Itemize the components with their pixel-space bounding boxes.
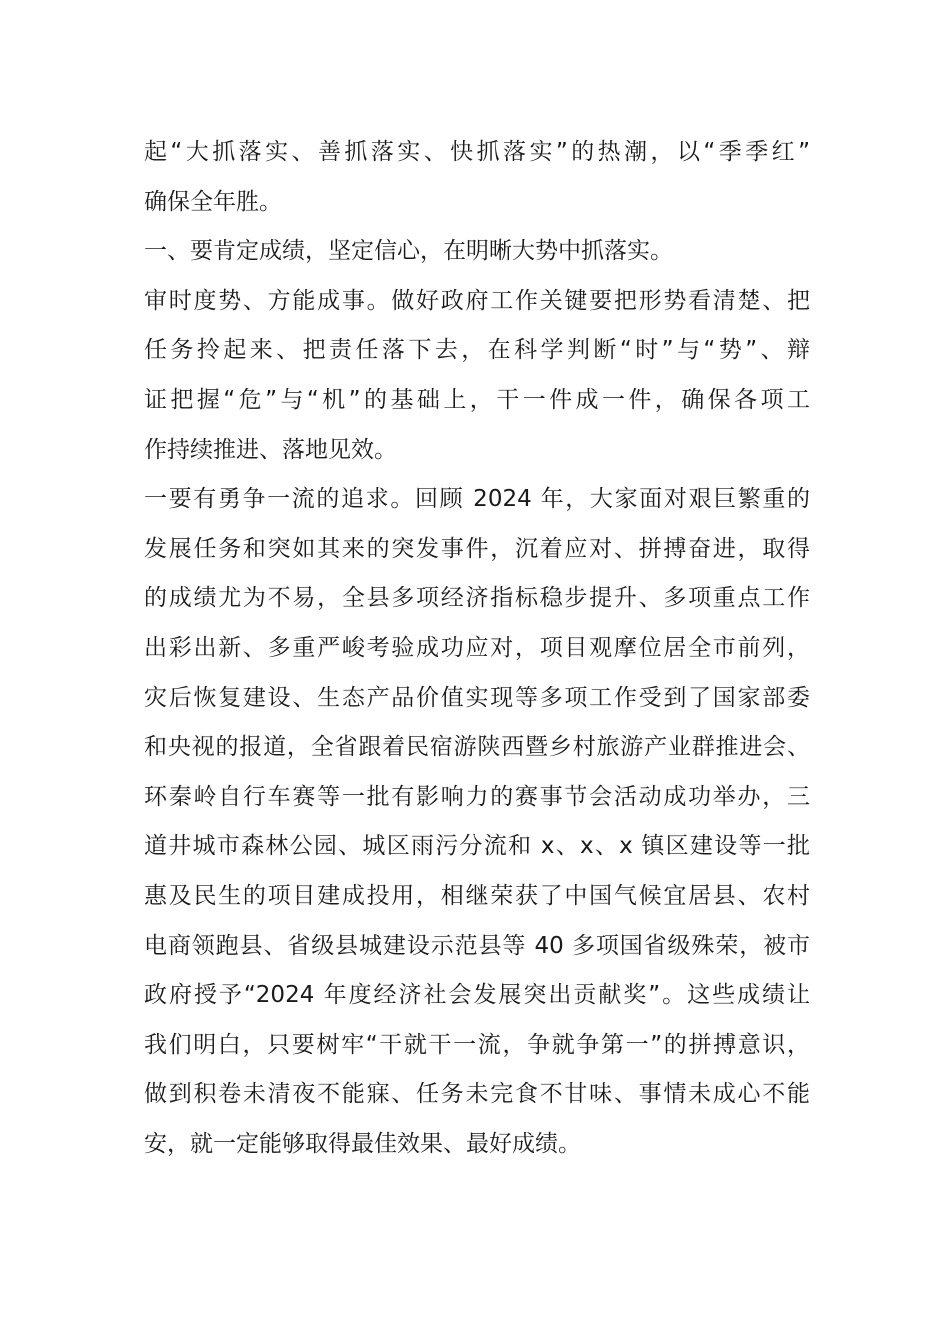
text-line: 确保全年胜。 [144, 188, 282, 215]
text-line: 起“大抓落实、善抓落实、快抓落实”的热潮，以“季季红” [144, 139, 810, 165]
text-line: 道井城市森林公园、城区雨污分流和 x、x、x 镇区建设等一批 [144, 833, 810, 860]
text-line: 出彩出新、多重严峻考验成功应对，项目观摩位居全市前列， [144, 634, 810, 661]
text-line: 作持续推进、落地见效。 [144, 436, 397, 463]
document-body [144, 128, 810, 1169]
paragraph-situation [144, 277, 810, 475]
text-line: 的成绩尤为不易，全县多项经济指标稳步提升、多项重点工作 [144, 585, 810, 612]
text-line: 和央视的报道，全省跟着民宿游陕西暨乡村旅游产业群推进会、 [144, 734, 810, 761]
text-line: 我们明白，只要树牢“干就干一流，争就争第一”的拼搏意识， [144, 1031, 810, 1058]
text-line: 发展任务和突如其来的突发事件，沉着应对、拼搏奋进，取得 [144, 535, 810, 562]
paragraph-continuation [144, 128, 810, 227]
text-line: 惠及民生的项目建成投用，相继荣获了中国气候宜居县、农村 [144, 882, 810, 909]
text-line: 一要有勇争一流的追求。回顾 2024 年，大家面对艰巨繁重的 [144, 486, 810, 513]
text-line: 灾后恢复建设、生态产品价值实现等多项工作受到了国家部委 [144, 684, 810, 711]
text-line: 任务拎起来、把责任落下去，在科学判断“时”与“势”、辩 [144, 337, 810, 364]
text-line: 审时度势、方能成事。做好政府工作关键要把形势看清楚、把 [144, 287, 810, 314]
text-line: 安，就一定能够取得最佳效果、最好成绩。 [144, 1130, 581, 1157]
section-heading [144, 227, 810, 277]
text-line: 政府授予“2024 年度经济社会发展突出贡献奖”。这些成绩让 [144, 982, 810, 1009]
paragraph-first-class [144, 475, 810, 1169]
text-line: 电商领跑县、省级县城建设示范县等 40 多项国省级殊荣，被市 [144, 932, 810, 959]
heading-line: 一、要肯定成绩，坚定信心，在明晰大势中抓落实。 [144, 238, 673, 265]
text-line: 做到积卷未清夜不能寐、任务未完食不甘味、事情未成心不能 [144, 1081, 810, 1108]
text-line: 环秦岭自行车赛等一批有影响力的赛事节会活动成功举办，三 [144, 783, 810, 810]
text-line: 证把握“危”与“机”的基础上，干一件成一件，确保各项工 [144, 386, 810, 413]
